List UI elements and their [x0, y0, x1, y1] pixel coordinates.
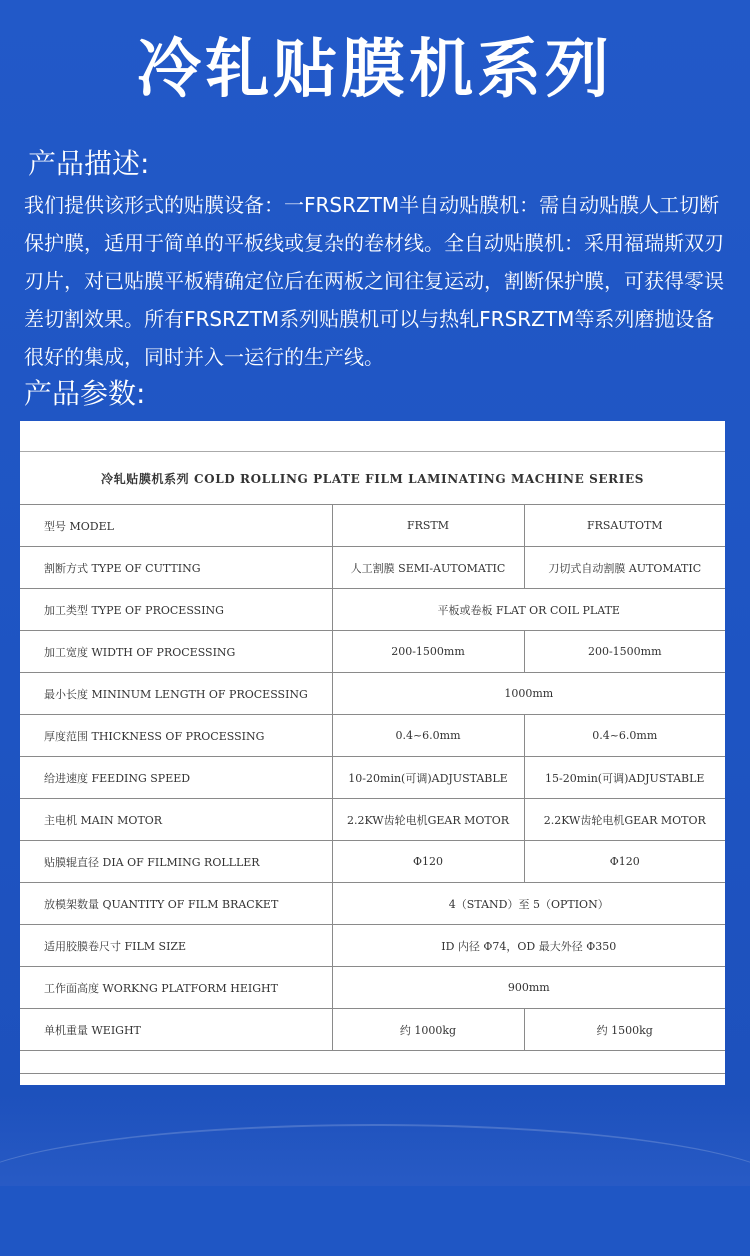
spec-label: 割断方式 TYPE OF CUTTING: [20, 547, 332, 589]
table-row: [20, 967, 725, 1009]
bottom-wave-decoration: [0, 1124, 750, 1256]
spec-value-frsautotm: 约 1500kg: [524, 1009, 725, 1051]
page-title: 冷轧贴膜机系列: [137, 33, 613, 107]
description-text: 我们提供该形式的贴膜设备：一FRSRZTM半自动贴膜机：需自动贴膜人工切断保护膜，适用于简单的平板线或复杂的卷材线。全自动贴膜机：采用福瑞斯双刃刃片，对已贴膜平板精确定位后在两板之间往复运动，割断保护膜，可获得零误差切割效果。所有FRSRZTM系列贴膜机可以与热轧FRSRZTM等系列磨抛设备很好的集成，同时并入一运行的生产线。: [24, 193, 724, 369]
table-title: 冷轧贴膜机系列 COLD ROLLING PLATE FILM LAMINATING MACHINE SERIES: [20, 452, 725, 505]
spec-value-merged: 1000mm: [332, 673, 725, 715]
spec-value-frsautotm: FRSAUTOTM: [524, 505, 725, 547]
spec-table: [20, 451, 725, 1074]
spec-label: 最小长度 MININUM LENGTH OF PROCESSING: [20, 673, 332, 715]
table-row: [20, 673, 725, 715]
spec-value-frstm: 0.4~6.0mm: [332, 715, 524, 757]
table-row: [20, 799, 725, 841]
spec-value-frstm: 200-1500mm: [332, 631, 524, 673]
spec-value-frstm: 10-20min(可调)ADJUSTABLE: [332, 757, 524, 799]
spec-value-frsautotm: 0.4~6.0mm: [524, 715, 725, 757]
spec-value-frsautotm: 200-1500mm: [524, 631, 725, 673]
spec-value-frstm: 约 1000kg: [332, 1009, 524, 1051]
spec-value-frsautotm: 2.2KW齿轮电机GEAR MOTOR: [524, 799, 725, 841]
spec-label: 加工宽度 WIDTH OF PROCESSING: [20, 631, 332, 673]
spec-value-frstm: Φ120: [332, 841, 524, 883]
spec-label: 工作面高度 WORKNG PLATFORM HEIGHT: [20, 967, 332, 1009]
params-heading: 产品参数:: [24, 377, 146, 410]
spec-label: 型号 MODEL: [20, 505, 332, 547]
description-heading: 产品描述:: [28, 147, 150, 180]
spec-label: 适用胶膜卷尺寸 FILM SIZE: [20, 925, 332, 967]
spec-label: 贴膜辊直径 DIA OF FILMING ROLLLER: [20, 841, 332, 883]
table-spacer-cell: [20, 1051, 725, 1074]
spec-label: 给进速度 FEEDING SPEED: [20, 757, 332, 799]
spec-label: 主电机 MAIN MOTOR: [20, 799, 332, 841]
spec-sheet: [20, 421, 725, 1085]
table-spacer-row: [20, 1051, 725, 1074]
table-row: [20, 547, 725, 589]
table-row: [20, 505, 725, 547]
table-row: [20, 925, 725, 967]
spec-label: 单机重量 WEIGHT: [20, 1009, 332, 1051]
spec-value-frsautotm: Φ120: [524, 841, 725, 883]
table-row: [20, 841, 725, 883]
spec-value-merged: 平板或卷板 FLAT OR COIL PLATE: [332, 589, 725, 631]
spec-value-frstm: 人工割膜 SEMI-AUTOMATIC: [332, 547, 524, 589]
spec-value-frstm: 2.2KW齿轮电机GEAR MOTOR: [332, 799, 524, 841]
spec-label: 厚度范围 THICKNESS OF PROCESSING: [20, 715, 332, 757]
table-title-row: [20, 452, 725, 505]
table-row: [20, 715, 725, 757]
spec-value-frsautotm: 15-20min(可调)ADJUSTABLE: [524, 757, 725, 799]
spec-value-merged: 4（STAND）至 5（OPTION）: [332, 883, 725, 925]
spec-value-merged: 900mm: [332, 967, 725, 1009]
table-row: [20, 631, 725, 673]
table-row: [20, 757, 725, 799]
spec-label: 加工类型 TYPE OF PROCESSING: [20, 589, 332, 631]
spec-value-merged: ID 内径 Φ74，OD 最大外径 Φ350: [332, 925, 725, 967]
table-row: [20, 1009, 725, 1051]
spec-value-frsautotm: 刀切式自动割膜 AUTOMATIC: [524, 547, 725, 589]
table-row: [20, 589, 725, 631]
table-row: [20, 883, 725, 925]
spec-label: 放模架数量 QUANTITY OF FILM BRACKET: [20, 883, 332, 925]
spec-value-frstm: FRSTM: [332, 505, 524, 547]
